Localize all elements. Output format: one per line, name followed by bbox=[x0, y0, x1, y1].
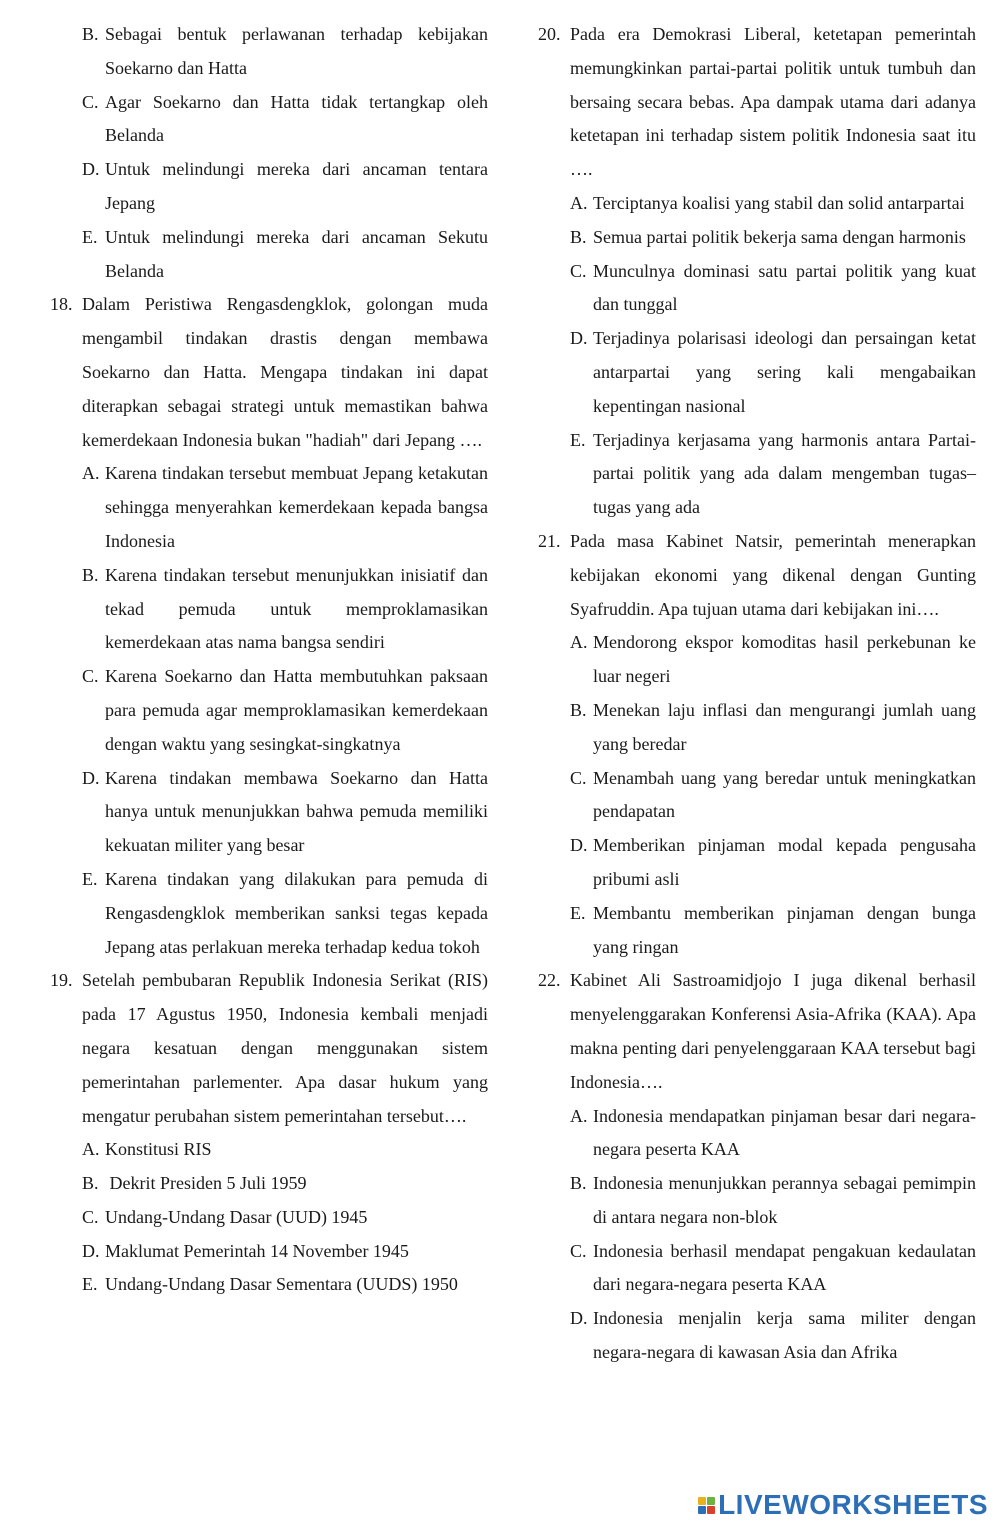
option-letter: A. bbox=[82, 1139, 100, 1160]
option-letter: B. bbox=[570, 1173, 587, 1194]
option-letter: C. bbox=[82, 1206, 99, 1227]
question-21 bbox=[538, 525, 976, 626]
option-text: Menekan laju inflasi dan mengurangi jumlah uang yang beredar bbox=[593, 699, 976, 754]
q18-option-c[interactable] bbox=[50, 660, 488, 761]
option-text: Karena tindakan membawa Soekarno dan Hatta hanya untuk menunjukkan bahwa pemuda memiliki kekuatan militer yang besar bbox=[105, 767, 488, 856]
q20-option-d[interactable] bbox=[538, 322, 976, 423]
question-19 bbox=[50, 964, 488, 1133]
question-number: 19. bbox=[50, 970, 73, 991]
q22-option-a[interactable] bbox=[538, 1100, 976, 1168]
option-text: Indonesia menunjukkan perannya sebagai pemimpin di antara negara non-blok bbox=[593, 1173, 976, 1227]
option-text: Memberikan pinjaman modal kepada pengusaha pribumi asli bbox=[593, 835, 976, 889]
option-text: Indonesia mendapatkan pinjaman besar dari negara-negara peserta KAA bbox=[593, 1105, 976, 1160]
option-letter: D. bbox=[570, 1308, 588, 1329]
mark-square bbox=[698, 1506, 706, 1514]
q21-option-a[interactable] bbox=[538, 626, 976, 694]
option-text: Semua partai politik bekerja sama dengan harmonis bbox=[593, 226, 966, 247]
question-number: 22. bbox=[538, 970, 561, 991]
mark-square bbox=[707, 1506, 715, 1514]
q19-option-b[interactable] bbox=[50, 1167, 488, 1201]
option-letter: C. bbox=[570, 767, 587, 788]
option-letter: D. bbox=[82, 767, 100, 788]
q21-option-b[interactable] bbox=[538, 694, 976, 762]
option-letter: D. bbox=[82, 1240, 100, 1261]
option-letter: E. bbox=[570, 429, 586, 450]
question-text: Pada era Demokrasi Liberal, ketetapan pemerintah memungkinkan partai-partai politik untuk tumbuh dan bersaing secara bebas. Apa dampak utama dari adanya ketetapan ini terhadap sistem politik Indonesia saat itu …. bbox=[570, 24, 976, 180]
option-text: Karena Soekarno dan Hatta membutuhkan paksaan para pemuda agar memproklamasikan kemerdekaan dengan waktu yang sesingkat-singkatnya bbox=[105, 666, 488, 754]
mark-square bbox=[698, 1497, 706, 1505]
option-letter: C. bbox=[570, 260, 587, 281]
q19-option-c[interactable] bbox=[50, 1201, 488, 1235]
option-text: Terjadinya polarisasi ideologi dan persaingan ketat antarpartai yang sering kali mengabaikan kepentingan nasional bbox=[593, 328, 976, 416]
option-letter: B. bbox=[570, 226, 587, 247]
option-text: Sebagai bentuk perlawanan terhadap kebijakan Soekarno dan Hatta bbox=[105, 24, 488, 78]
option-letter: B. bbox=[570, 699, 587, 720]
q22-option-d[interactable] bbox=[538, 1302, 976, 1370]
left-column bbox=[50, 18, 488, 1302]
option-text: Munculnya dominasi satu partai politik yang kuat dan tunggal bbox=[593, 260, 976, 315]
q17-option-e[interactable] bbox=[50, 221, 488, 289]
option-text: Maklumat Pemerintah 14 November 1945 bbox=[105, 1240, 409, 1261]
option-letter: C. bbox=[570, 1240, 587, 1261]
question-text: Pada masa Kabinet Natsir, pemerintah menerapkan kebijakan ekonomi yang dikenal dengan Gunting Syafruddin. Apa tujuan utama dari kebijakan ini…. bbox=[570, 530, 976, 619]
q19-option-a[interactable] bbox=[50, 1133, 488, 1167]
option-letter: B. bbox=[82, 564, 99, 585]
mark-square bbox=[707, 1497, 715, 1505]
option-letter: B. bbox=[82, 24, 99, 44]
q18-option-b[interactable] bbox=[50, 559, 488, 660]
option-text: Untuk melindungi mereka dari ancaman tentara Jepang bbox=[105, 159, 488, 213]
q19-option-d[interactable] bbox=[50, 1235, 488, 1269]
option-letter: E. bbox=[82, 1274, 98, 1295]
option-letter: C. bbox=[82, 666, 99, 687]
option-text: Karena tindakan tersebut membuat Jepang ketakutan sehingga menyerahkan kemerdekaan kepada bangsa Indonesia bbox=[105, 463, 488, 551]
liveworksheets-wordmark: LIVEWORKSHEETS bbox=[718, 1489, 988, 1521]
q21-option-e[interactable] bbox=[538, 897, 976, 965]
option-text: Dekrit Presiden 5 Juli 1959 bbox=[105, 1173, 307, 1194]
option-letter: A. bbox=[570, 192, 588, 213]
option-letter: A. bbox=[570, 632, 588, 653]
option-letter: E. bbox=[82, 868, 98, 889]
option-text: Membantu memberikan pinjaman dengan bunga yang ringan bbox=[593, 902, 976, 957]
option-text: Terjadinya kerjasama yang harmonis antara Partai-partai politik yang ada dalam mengemban tugas–tugas yang ada bbox=[593, 429, 976, 518]
option-text: Agar Soekarno dan Hatta tidak tertangkap oleh Belanda bbox=[105, 91, 488, 146]
question-18 bbox=[50, 288, 488, 457]
option-letter: E. bbox=[82, 226, 98, 247]
option-text: Terciptanya koalisi yang stabil dan solid antarpartai bbox=[593, 192, 965, 213]
question-text: Dalam Peristiwa Rengasdengklok, golongan muda mengambil tindakan drastis dengan membawa Soekarno dan Hatta. Mengapa tindakan ini dapat diterapkan sebagai strategi untuk memastikan bahwa kemerdekaan Indonesia bukan "hadiah" dari Jepang …. bbox=[82, 294, 488, 450]
q18-option-e[interactable] bbox=[50, 863, 488, 964]
option-text: Indonesia menjalin kerja sama militer dengan negara-negara di kawasan Asia dan Afrika bbox=[593, 1308, 976, 1363]
option-letter: B. bbox=[82, 1173, 99, 1194]
question-text: Setelah pembubaran Republik Indonesia Serikat (RIS) pada 17 Agustus 1950, Indonesia kembali menjadi negara kesatuan dengan menggunakan sistem pemerintahan parlementer. Apa dasar hukum yang mengatur perubahan sistem pemerintahan tersebut…. bbox=[82, 970, 488, 1126]
right-column bbox=[538, 18, 976, 1370]
liveworksheets-logo bbox=[698, 1487, 988, 1523]
question-number: 20. bbox=[538, 24, 561, 44]
question-20 bbox=[538, 18, 976, 187]
option-text: Mendorong ekspor komoditas hasil perkebunan ke luar negeri bbox=[593, 632, 976, 687]
option-text: Menambah uang yang beredar untuk meningkatkan pendapatan bbox=[593, 767, 976, 822]
q21-option-d[interactable] bbox=[538, 829, 976, 897]
q22-option-b[interactable] bbox=[538, 1167, 976, 1235]
option-text: Indonesia berhasil mendapat pengakuan kedaulatan dari negara-negara peserta KAA bbox=[593, 1240, 976, 1295]
option-letter: D. bbox=[570, 835, 588, 856]
q19-option-e[interactable] bbox=[50, 1268, 488, 1302]
q18-option-d[interactable] bbox=[50, 762, 488, 863]
option-text: Karena tindakan tersebut menunjukkan inisiatif dan tekad pemuda untuk memproklamasikan kemerdekaan atas nama bangsa sendiri bbox=[105, 564, 488, 653]
question-number: 18. bbox=[50, 294, 73, 315]
q20-option-a[interactable] bbox=[538, 187, 976, 221]
q20-option-e[interactable] bbox=[538, 424, 976, 525]
option-text: Karena tindakan yang dilakukan para pemuda di Rengasdengklok memberikan sanksi tegas kepada Jepang atas perlakuan mereka terhadap kedua tokoh bbox=[105, 868, 488, 957]
q18-option-a[interactable] bbox=[50, 457, 488, 558]
question-22 bbox=[538, 964, 976, 1099]
option-text: Untuk melindungi mereka dari ancaman Sekutu Belanda bbox=[105, 226, 488, 281]
liveworksheets-mark-icon bbox=[698, 1497, 715, 1514]
q21-option-c[interactable] bbox=[538, 762, 976, 830]
option-letter: A. bbox=[570, 1105, 588, 1126]
q20-option-b[interactable] bbox=[538, 221, 976, 255]
q20-option-c[interactable] bbox=[538, 255, 976, 323]
option-text: Undang-Undang Dasar Sementara (UUDS) 1950 bbox=[105, 1274, 458, 1295]
question-number: 21. bbox=[538, 530, 561, 551]
q17-option-d[interactable] bbox=[50, 153, 488, 221]
option-text: Konstitusi RIS bbox=[105, 1139, 212, 1160]
question-text: Kabinet Ali Sastroamidjojo I juga dikenal berhasil menyelenggarakan Konferensi Asia-Afrika (KAA). Apa makna penting dari penyelenggaraan KAA tersebut bagi Indonesia…. bbox=[570, 970, 976, 1092]
option-letter: E. bbox=[570, 902, 586, 923]
q17-option-b[interactable] bbox=[50, 18, 488, 86]
option-letter: D. bbox=[570, 328, 588, 349]
q22-option-c[interactable] bbox=[538, 1235, 976, 1303]
option-letter: D. bbox=[82, 159, 100, 180]
option-text: Undang-Undang Dasar (UUD) 1945 bbox=[105, 1206, 368, 1227]
option-letter: A. bbox=[82, 463, 100, 484]
option-letter: C. bbox=[82, 91, 99, 112]
q17-option-c[interactable] bbox=[50, 86, 488, 154]
